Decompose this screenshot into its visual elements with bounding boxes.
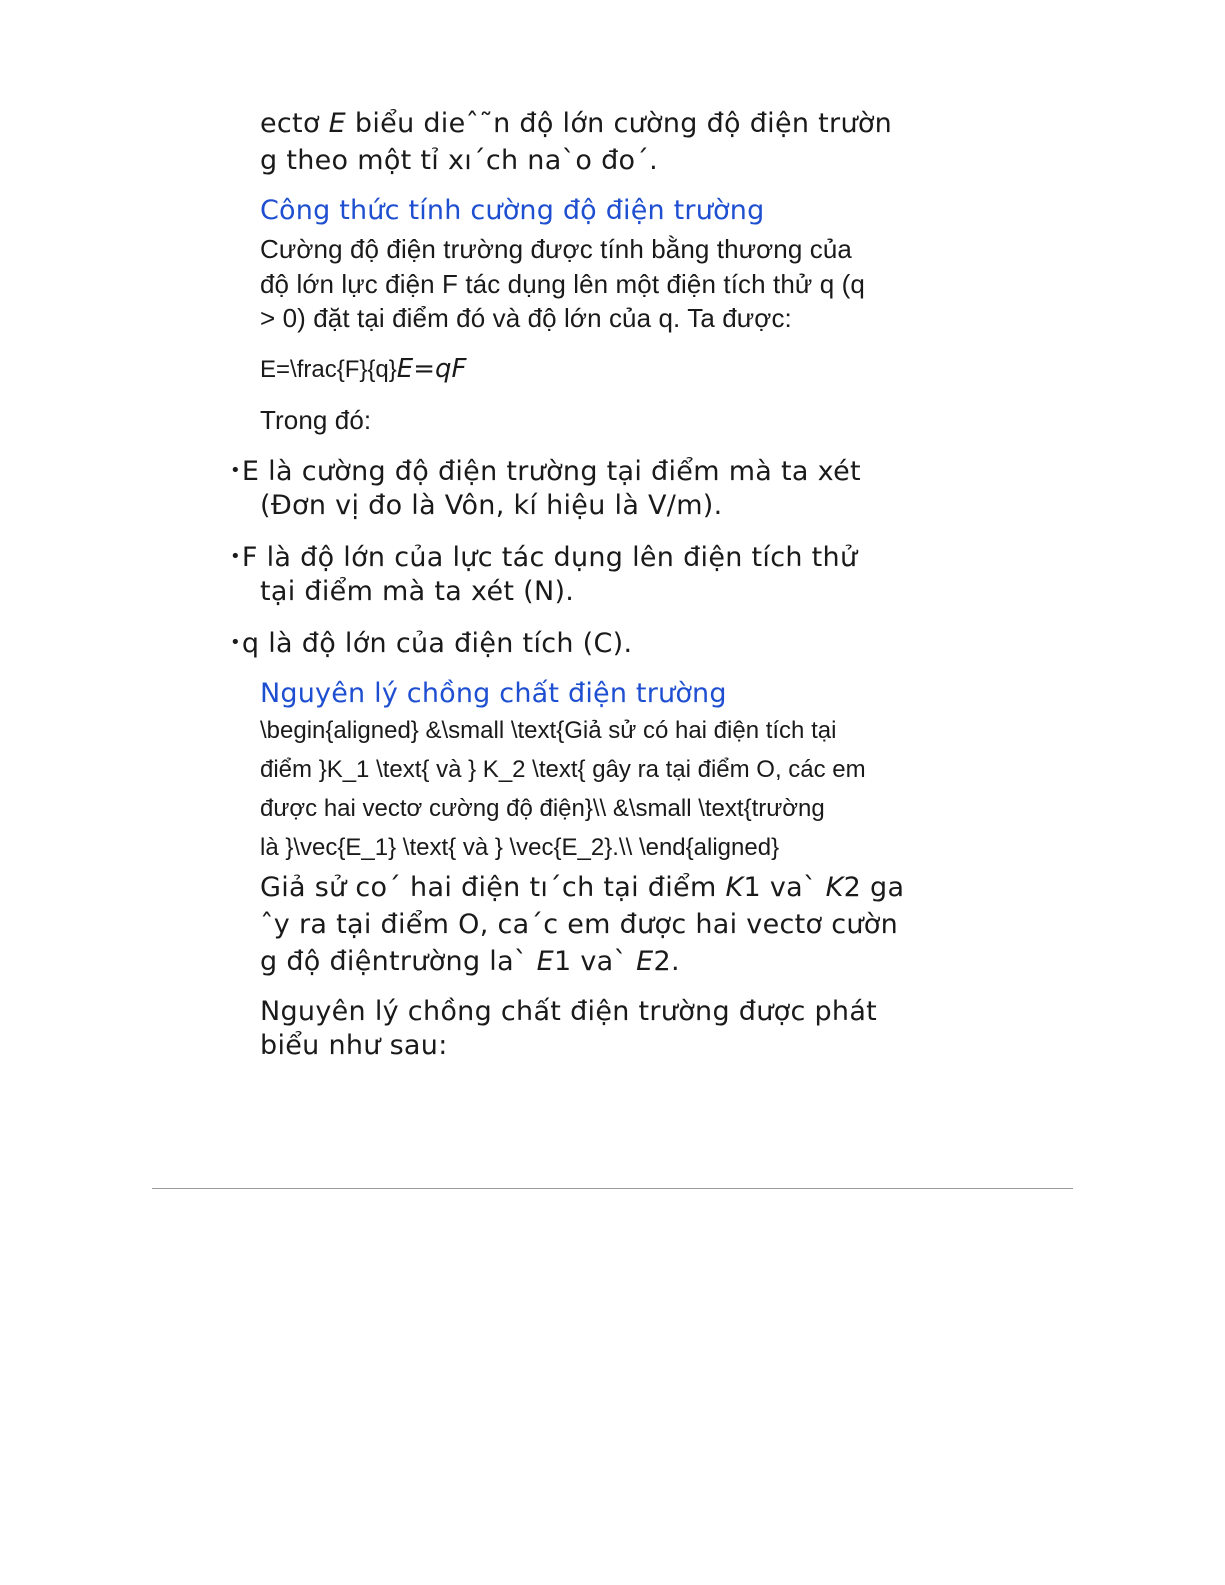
latex-source-line-2: điểm }K_1 \text{ và } K_2 \text{ gây ra tại điểm O, các em xyxy=(260,756,866,783)
closing-line-1: Nguyên lý chồng chất điện trường được phát xyxy=(260,996,878,1027)
body-line-3: > 0) đặt tại điểm đó và độ lớn của q. Ta được: xyxy=(260,303,792,333)
latex-source-line-3: được hai vectơ cường độ điện}\\ &\small \text{trường xyxy=(260,795,825,822)
vector-e-symbol: E xyxy=(328,108,347,139)
list-item: •E là cường độ điện trường tại điểm mà ta xét xyxy=(230,456,861,487)
section-heading-formula: Công thức tính cường độ điện trường xyxy=(260,195,765,226)
closing-line-2: biểu như sau: xyxy=(260,1030,448,1061)
latex-source-line-1: \begin{aligned} &\small \text{Giả sử có hai điện tích tại xyxy=(260,717,837,744)
body-line-1: Cường độ điện trường được tính bằng thương của xyxy=(260,234,852,264)
bullet-dot: • xyxy=(230,546,241,567)
formula-rendered: E=qF xyxy=(396,354,467,384)
formula-line xyxy=(260,354,466,384)
rendered-line-2: ˆy ra tại điểm O, ca´c em được hai vectơ cườn xyxy=(260,909,899,940)
list-item-continuation: tại điểm mà ta xét (N). xyxy=(260,576,575,607)
intro-line-1: ectơ E biểu dieˆ˜n độ lớn cường độ điện trườn xyxy=(260,108,893,139)
list-item: •F là độ lớn của lực tác dụng lên điện tích thử xyxy=(230,542,858,573)
list-item: •q là độ lớn của điện tích (C). xyxy=(230,628,633,659)
section-heading-superposition: Nguyên lý chồng chất điện trường xyxy=(260,678,727,709)
trong-do-label: Trong đó: xyxy=(260,405,372,435)
body-line-2: độ lớn lực điện F tác dụng lên một điện tích thử q (q xyxy=(260,269,865,299)
page-divider xyxy=(152,1188,1073,1189)
latex-source-line-4: là }\vec{E_1} \text{ và } \vec{E_2}.\\ \end{aligned} xyxy=(260,834,780,861)
bullet-dot: • xyxy=(230,632,241,653)
rendered-line-3: g độ điệntrường la` E1 va` E2. xyxy=(260,946,680,977)
rendered-line-1: Giả sử co´ hai điện tı´ch tại điểm K1 va` K2 ga xyxy=(260,872,905,903)
formula-source: E=\frac{F}{q} xyxy=(260,356,397,383)
intro-line-2: g theo một tỉ xı´ch na`o đo´. xyxy=(260,145,659,176)
list-item-continuation: (Đơn vị đo là Vôn, kí hiệu là V/m). xyxy=(260,490,723,521)
bullet-dot: • xyxy=(230,460,241,481)
